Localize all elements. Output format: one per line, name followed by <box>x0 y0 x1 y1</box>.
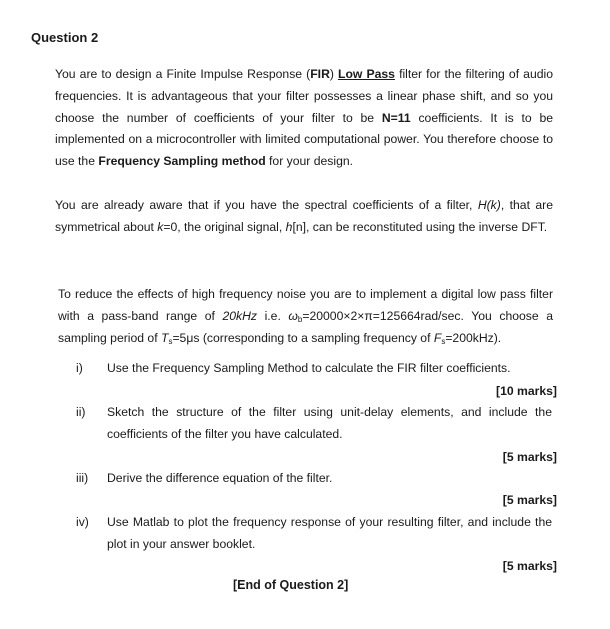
question-text: Use the Frequency Sampling Method to calculate the FIR filter coefficients. <box>107 361 511 375</box>
marks-label: [5 marks] <box>502 559 557 573</box>
question-heading: Question 2 <box>31 30 99 45</box>
marks-label: [5 marks] <box>502 450 557 464</box>
question-text: Derive the difference equation of the filter. <box>107 471 333 485</box>
fir-text: FIR <box>310 67 330 81</box>
method-text: Frequency Sampling method <box>98 154 266 169</box>
marks-label: [5 marks] <box>502 493 557 507</box>
noise-paragraph: To reduce the effects of high frequency noise you are to implement a digital low pass filter with a pass-band range of 20kHz i.e. $\omega_b=20000\times 2\times\pi=125664rad/\sec$. You choose a sampling period of $T_s=5\mu s$ (corresponding to a sampling frequency of $F_s=200kHz$). <box>58 287 553 346</box>
intro-paragraph: You are to design a Finite Impulse Response (FIR) Low Pass filter for the filtering of audio frequencies. It is advantageous that your filter possesses a linear phase shift, and so you choose the number of coefficients of your filter to be N=11 coefficients. It is to be implemented on a microcontroller with limited computational power. You therefore choose to use the Frequency Sampling method for your design. <box>55 67 554 169</box>
low-pass-text: Low Pass <box>338 67 395 81</box>
marks-label: [10 marks] <box>496 384 557 398</box>
n-coefficients-text: N=11 <box>381 110 411 125</box>
question-text: Use Matlab to plot the frequency response of your resulting filter, and include the plot in your answer booklet. <box>107 515 552 551</box>
end-of-question: [End of Question 2] <box>233 578 349 592</box>
question-number: iv) <box>76 515 89 529</box>
question-number: i) <box>76 361 83 375</box>
dft-paragraph: You are already aware that if you have the spectral coefficients of a filter, H(k), that are symmetrical about k=0, the original signal, h[n], can be reconstituted using the inverse DFT. <box>55 198 554 234</box>
question-number: ii) <box>76 405 86 419</box>
question-text: Sketch the structure of the filter using unit-delay elements, and include the coefficients of the filter you have calculated. <box>107 405 552 441</box>
question-number: iii) <box>76 471 89 485</box>
